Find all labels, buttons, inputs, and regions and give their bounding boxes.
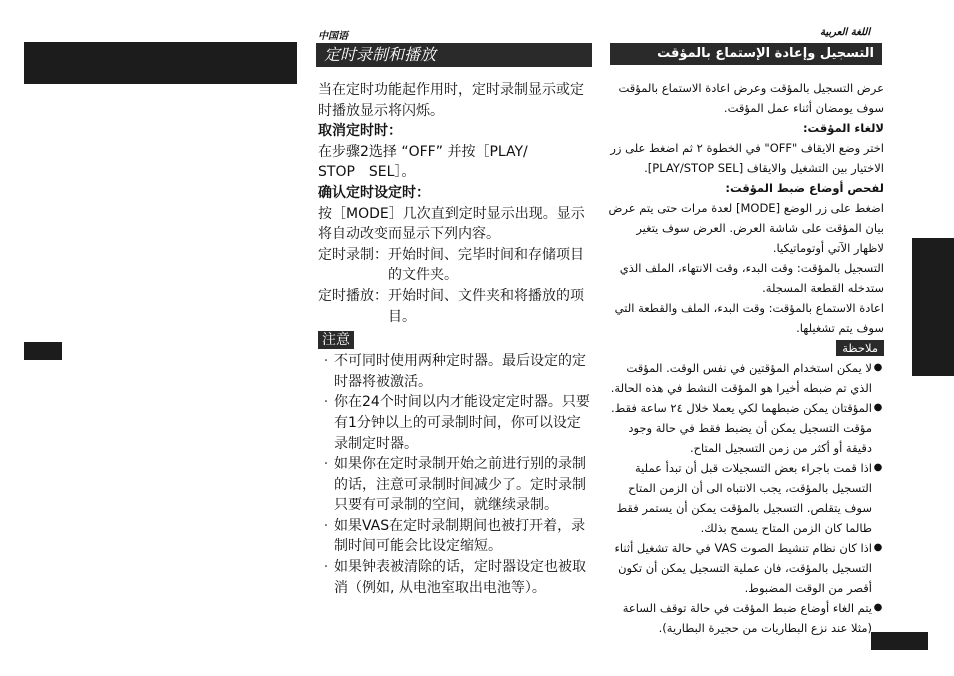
ar-play-desc: اعادة الاستماع بالمؤقت: وقت البدء، الملف والقطعة التي سوف يتم تشغيلها. xyxy=(614,301,884,335)
list-item xyxy=(318,557,594,598)
bullet-icon: · xyxy=(323,517,329,534)
zh-def-timer-rec xyxy=(318,245,594,286)
bullet-icon: · xyxy=(323,559,329,576)
bullet-icon: ● xyxy=(873,542,883,553)
zh-intro: 当在定时功能起作用时，定时录制显示或定时播放显示将闪烁。 xyxy=(318,82,584,119)
ar-note-text: المؤقتان يمكن ضبطهما لكي يعملا خلال ٢٤ ساعة فقط. مؤقت التسجيل يمكن أن يضبط فقط في حالة وجود دقيقة أو أكثر من زمن التسجيل المتاح. xyxy=(611,401,872,455)
ar-check-body: اضغط على زر الوضع [MODE] لعدة مرات حتى يتم عرض بيان المؤقت على شاشة العرض. العرض سوف يتغير لاظهار الآتي أوتوماتيكيا. xyxy=(608,201,884,255)
ar-note-text: لا يمكن استخدام المؤقتين في نفس الوقت. المؤقت الذي تم ضبطه أخيرا هو المؤقت النشط في هذه الحالة. xyxy=(610,361,872,395)
ar-check-heading: لفحص أوضاع ضبط المؤقت: xyxy=(725,181,884,195)
zh-confirm-body: 按［MODE］几次直到定时显示出现。显示将自动改变而显示下列内容。 xyxy=(318,205,585,243)
zh-def-desc: 开始时间、文件夹和将播放的项目。 xyxy=(388,287,584,325)
zh-section-title: 定时录制和播放 xyxy=(316,43,592,67)
ar-section-title: التسجيل وإعادة الإستماع بالمؤقت xyxy=(610,43,882,65)
list-item xyxy=(608,538,884,598)
list-item xyxy=(318,351,594,392)
zh-note-label: 注意 xyxy=(318,331,354,349)
bullet-icon: ● xyxy=(873,402,883,413)
zh-note-text: 你在24个时间以内才能设定定时器。只要有1分钟以上的可录制时间，你可以设定录制定时器。 xyxy=(334,394,590,452)
bullet-icon: ● xyxy=(873,362,883,373)
ar-cancel-body: اختر وضع الايقاف "OFF" في الخطوة ٢ ثم اضغط على زر الاختيار بين التشغيل والايقاف [PLAY/STOP SEL]. xyxy=(610,141,884,175)
ar-rec-desc: التسجيل بالمؤقت: وقت البدء، وقت الانتهاء، الملف الذي ستدخله القطعة المسجلة. xyxy=(619,261,884,295)
zh-notes-list xyxy=(318,351,594,598)
zh-note-text: 如果你在定时录制开始之前进行别的录制的话，注意可录制时间减少了。定时录制只要有可录制的空间，就继续录制。 xyxy=(334,456,586,514)
left-side-tab xyxy=(24,342,62,360)
right-side-tab xyxy=(912,238,954,376)
zh-language-label: 中国语 xyxy=(318,31,348,42)
list-item xyxy=(318,392,594,454)
bullet-icon: ● xyxy=(873,462,883,473)
zh-cancel-body: 在步骤2选择 “OFF” 并按［PLAY/ STOP SEL］。 xyxy=(318,143,528,181)
ar-notes-list xyxy=(608,358,884,638)
zh-def-timer-play xyxy=(318,286,594,327)
ar-cancel-heading: لالغاء المؤقت: xyxy=(802,121,884,135)
zh-def-desc: 开始时间、完毕时间和存储项目的文件夹。 xyxy=(388,246,584,284)
ar-note-text: يتم الغاء أوضاع ضبط المؤقت في حالة توقف الساعة (مثلا عند نزع البطاريات من حجيرة البطارية). xyxy=(622,601,872,635)
zh-confirm-heading: 确认定时设定时： xyxy=(318,184,430,201)
ar-language-label: اللغة العربية xyxy=(820,27,871,38)
zh-def-term: 定时播放： xyxy=(318,287,388,304)
zh-note-text: 如果钟表被清除的话，定时器设定也被取消（例如, 从电池室取出电池等）。 xyxy=(334,559,586,596)
zh-def-term: 定时录制： xyxy=(318,246,388,263)
bullet-icon: · xyxy=(323,456,329,473)
bullet-icon: · xyxy=(323,394,329,411)
ar-intro: عرض التسجيل بالمؤقت وعرض اعادة الاستماع بالمؤقت سوف يومضان أثناء عمل المؤقت. xyxy=(618,81,884,115)
list-item xyxy=(318,516,594,557)
ar-content xyxy=(608,78,884,638)
bullet-icon: ● xyxy=(873,602,883,613)
zh-note-text: 如果VAS在定时录制期间也被打开着，录制时间可能会比设定缩短。 xyxy=(334,517,586,555)
ar-note-text: اذا كان نظام تنشيط الصوت VAS في حالة تشغيل أثناء التسجيل بالمؤقت، فان عملية التسجيل يمكن أن تكون أقصر من الوقت المضبوط. xyxy=(614,541,872,595)
zh-content xyxy=(318,80,594,598)
list-item xyxy=(608,398,884,458)
zh-note-text: 不可同时使用两种定时器。最后设定的定时器将被激活。 xyxy=(334,353,586,390)
list-item xyxy=(318,454,594,516)
bullet-icon: · xyxy=(323,353,329,370)
left-header-block xyxy=(24,42,297,84)
zh-cancel-heading: 取消定时时： xyxy=(318,123,402,140)
list-item xyxy=(608,358,884,398)
ar-note-text: اذا قمت باجراء بعض التسجيلات قبل أن تبدأ عملية التسجيل بالمؤقت، يجب الانتباه الى أن الزمن المتاح سوف يتقلص. التسجيل بالمؤقت يمكن أن يستمر فقط طالما كان الزمن المتاح يسمح بذلك. xyxy=(616,461,872,535)
list-item xyxy=(608,598,884,638)
ar-note-label: ملاحظة xyxy=(836,340,884,356)
list-item xyxy=(608,458,884,538)
